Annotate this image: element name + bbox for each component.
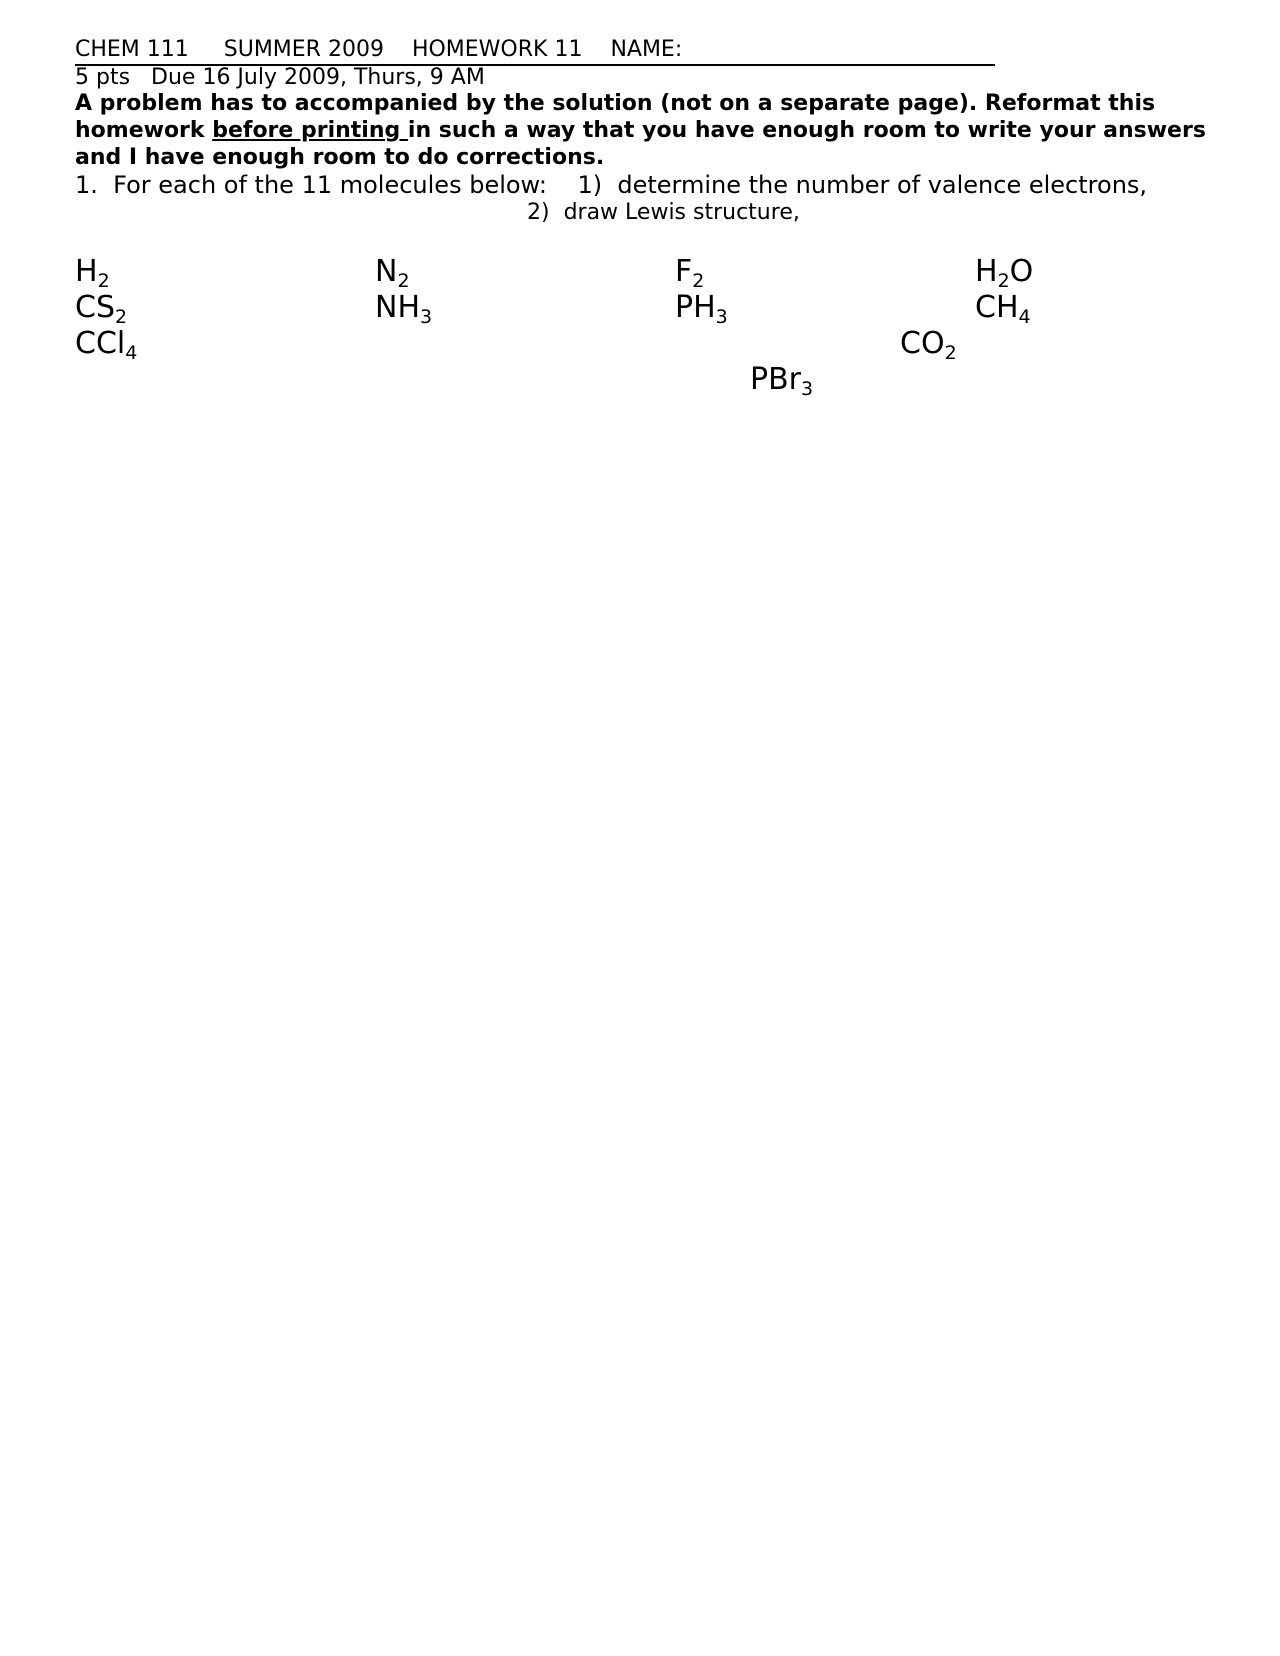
term: SUMMER 2009: [223, 37, 384, 62]
molecule-n2: $N_2$: [375, 254, 410, 292]
molecule-cs2: $CS_2$: [75, 290, 128, 328]
question-1-intro: 1. For each of the 11 molecules below: 1) determine the number of valence electrons,: [75, 171, 1148, 199]
molecule-ccl4: CCl$_4$: [75, 326, 138, 364]
instructions-underlined: before printing: [212, 118, 408, 143]
molecule-h2o: $H_2O$: [975, 254, 1034, 292]
subheader-line: [75, 64, 485, 92]
molecule-pbr3: PBr$_3$: [750, 362, 814, 400]
molecule-h2: $H_2$: [75, 254, 110, 292]
instructions-part2: in such a way that you have enough room to write your answers and I have enough room to do corrections.: [75, 118, 1206, 170]
points: 5 pts: [75, 65, 131, 90]
molecule-f2: $F_2$: [675, 254, 705, 292]
instructions: [75, 90, 1215, 171]
header-line: [75, 36, 995, 66]
course-code: CHEM 111: [75, 37, 189, 62]
molecule-co2: $CO_2$: [900, 326, 957, 364]
instructions-part1: A problem has to accompanied by the solution (not on a separate page). Reformat this homework: [75, 91, 1156, 143]
molecule-nh3: $NH_3$: [375, 290, 433, 328]
name-label: NAME:: [610, 37, 683, 62]
due-date: Due 16 July 2009, Thurs, 9 AM: [151, 65, 485, 90]
molecule-ph3: $PH_3$: [675, 290, 728, 328]
molecule-ch4: $CH_4$: [975, 290, 1031, 328]
assignment-title: HOMEWORK 11: [411, 37, 583, 62]
question-1-step2: 2) draw Lewis structure,: [527, 200, 800, 225]
